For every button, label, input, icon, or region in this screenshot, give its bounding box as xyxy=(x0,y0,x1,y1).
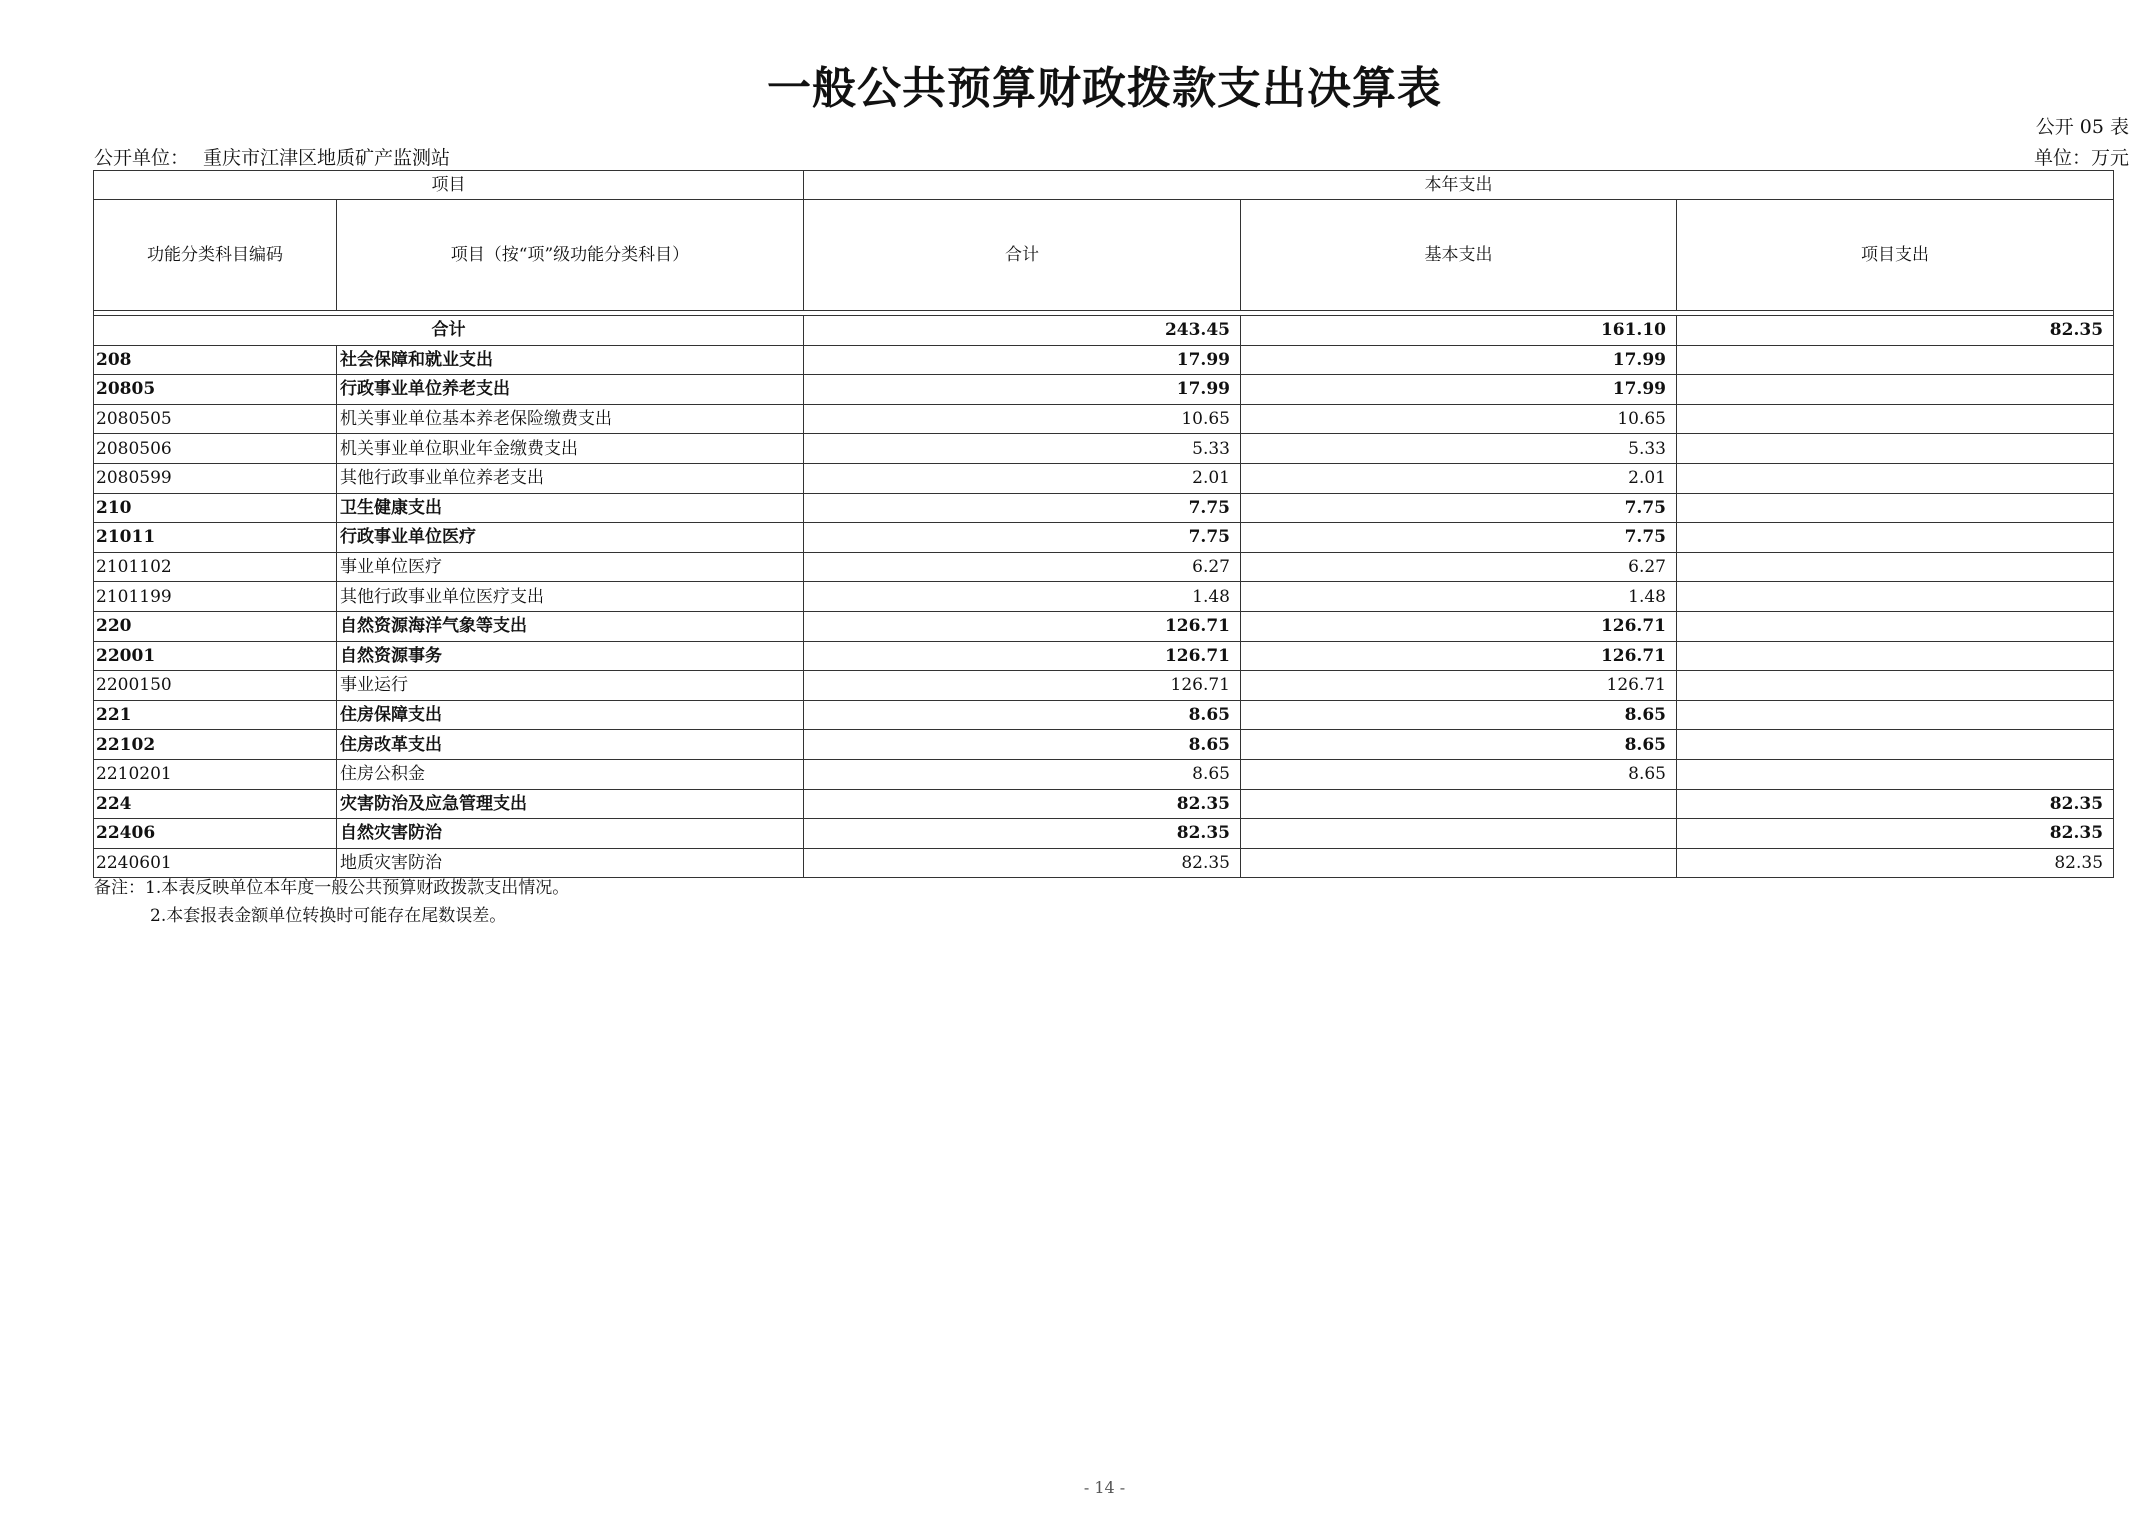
row-basic: 1.48 xyxy=(1241,582,1677,612)
row-name: 地质灾害防治 xyxy=(337,848,804,878)
row-total: 8.65 xyxy=(804,730,1241,760)
row-code: 2200150 xyxy=(94,671,337,701)
currency-unit: 单位：万元 xyxy=(2033,147,2129,169)
note-2: 2.本套报表金额单位转换时可能存在尾数误差。 xyxy=(150,906,507,926)
header-row-columns xyxy=(94,200,2114,311)
row-name: 机关事业单位职业年金缴费支出 xyxy=(337,434,804,464)
table-row xyxy=(94,493,2114,523)
row-name: 其他行政事业单位医疗支出 xyxy=(337,582,804,612)
form-number: 公开 05 表 xyxy=(2035,116,2129,138)
header-name: 项目（按“项”级功能分类科目） xyxy=(337,200,804,311)
row-name: 住房改革支出 xyxy=(337,730,804,760)
table-row xyxy=(94,700,2114,730)
row-basic: 126.71 xyxy=(1241,671,1677,701)
row-basic: 126.71 xyxy=(1241,641,1677,671)
row-code: 221 xyxy=(94,700,337,730)
row-basic: 7.75 xyxy=(1241,523,1677,553)
total-project: 82.35 xyxy=(1677,316,2114,346)
row-project xyxy=(1677,404,2114,434)
row-total: 5.33 xyxy=(804,434,1241,464)
row-name: 行政事业单位养老支出 xyxy=(337,375,804,405)
row-name: 其他行政事业单位养老支出 xyxy=(337,463,804,493)
row-code: 210 xyxy=(94,493,337,523)
row-code: 2240601 xyxy=(94,848,337,878)
row-name: 事业单位医疗 xyxy=(337,552,804,582)
row-total: 17.99 xyxy=(804,375,1241,405)
row-project xyxy=(1677,463,2114,493)
row-basic: 17.99 xyxy=(1241,345,1677,375)
table-row xyxy=(94,671,2114,701)
row-total: 126.71 xyxy=(804,611,1241,641)
table-row xyxy=(94,582,2114,612)
note-1: 备注：1.本表反映单位本年度一般公共预算财政拨款支出情况。 xyxy=(94,878,570,898)
reporting-unit-name: 重庆市江津区地质矿产监测站 xyxy=(203,147,451,169)
row-project xyxy=(1677,434,2114,464)
table-row xyxy=(94,611,2114,641)
row-project xyxy=(1677,552,2114,582)
table-body xyxy=(94,316,2114,878)
row-name: 卫生健康支出 xyxy=(337,493,804,523)
row-basic: 17.99 xyxy=(1241,375,1677,405)
row-project xyxy=(1677,759,2114,789)
row-name: 自然资源海洋气象等支出 xyxy=(337,611,804,641)
header-basic: 基本支出 xyxy=(1241,200,1677,311)
row-basic: 2.01 xyxy=(1241,463,1677,493)
row-basic xyxy=(1241,789,1677,819)
reporting-unit-label: 公开单位： xyxy=(94,147,190,169)
row-name: 行政事业单位医疗 xyxy=(337,523,804,553)
row-project xyxy=(1677,375,2114,405)
row-basic: 126.71 xyxy=(1241,611,1677,641)
table-row xyxy=(94,552,2114,582)
row-name: 机关事业单位基本养老保险缴费支出 xyxy=(337,404,804,434)
row-code: 22406 xyxy=(94,819,337,849)
row-basic: 8.65 xyxy=(1241,730,1677,760)
row-project xyxy=(1677,730,2114,760)
table-row xyxy=(94,345,2114,375)
row-project xyxy=(1677,611,2114,641)
row-project: 82.35 xyxy=(1677,819,2114,849)
row-name: 自然灾害防治 xyxy=(337,819,804,849)
row-project: 82.35 xyxy=(1677,848,2114,878)
row-basic: 6.27 xyxy=(1241,552,1677,582)
header-item-group: 项目 xyxy=(94,171,804,200)
header-expense-group: 本年支出 xyxy=(804,171,2114,200)
total-sum: 243.45 xyxy=(804,316,1241,346)
row-basic xyxy=(1241,819,1677,849)
total-basic: 161.10 xyxy=(1241,316,1677,346)
row-total: 82.35 xyxy=(804,789,1241,819)
row-name: 社会保障和就业支出 xyxy=(337,345,804,375)
row-total: 1.48 xyxy=(804,582,1241,612)
table-row xyxy=(94,641,2114,671)
total-label: 合计 xyxy=(94,316,804,346)
header-total: 合计 xyxy=(804,200,1241,311)
row-code: 2101102 xyxy=(94,552,337,582)
row-total: 10.65 xyxy=(804,404,1241,434)
row-total: 2.01 xyxy=(804,463,1241,493)
row-code: 2210201 xyxy=(94,759,337,789)
table-row xyxy=(94,819,2114,849)
row-total: 7.75 xyxy=(804,493,1241,523)
row-code: 2080506 xyxy=(94,434,337,464)
row-code: 220 xyxy=(94,611,337,641)
row-name: 住房公积金 xyxy=(337,759,804,789)
row-project xyxy=(1677,641,2114,671)
row-total: 17.99 xyxy=(804,345,1241,375)
row-project xyxy=(1677,345,2114,375)
row-total: 7.75 xyxy=(804,523,1241,553)
row-project xyxy=(1677,582,2114,612)
row-basic: 8.65 xyxy=(1241,700,1677,730)
table-row xyxy=(94,759,2114,789)
table-row xyxy=(94,404,2114,434)
total-row xyxy=(94,316,2114,346)
row-total: 8.65 xyxy=(804,700,1241,730)
table-row xyxy=(94,434,2114,464)
row-code: 22001 xyxy=(94,641,337,671)
row-code: 2101199 xyxy=(94,582,337,612)
row-code: 20805 xyxy=(94,375,337,405)
row-project: 82.35 xyxy=(1677,789,2114,819)
row-total: 82.35 xyxy=(804,819,1241,849)
expenditure-table xyxy=(93,170,2114,878)
row-code: 22102 xyxy=(94,730,337,760)
row-code: 2080599 xyxy=(94,463,337,493)
row-name: 自然资源事务 xyxy=(337,641,804,671)
row-total: 126.71 xyxy=(804,641,1241,671)
row-basic: 7.75 xyxy=(1241,493,1677,523)
row-code: 208 xyxy=(94,345,337,375)
row-code: 2080505 xyxy=(94,404,337,434)
row-code: 21011 xyxy=(94,523,337,553)
row-code: 224 xyxy=(94,789,337,819)
row-basic xyxy=(1241,848,1677,878)
table-row xyxy=(94,789,2114,819)
header-row-groups xyxy=(94,171,2114,200)
reporting-unit xyxy=(94,143,450,170)
table-row xyxy=(94,730,2114,760)
row-project xyxy=(1677,523,2114,553)
row-total: 82.35 xyxy=(804,848,1241,878)
document-title: 一般公共预算财政拨款支出决算表 xyxy=(767,63,1442,114)
row-basic: 8.65 xyxy=(1241,759,1677,789)
row-total: 8.65 xyxy=(804,759,1241,789)
row-basic: 10.65 xyxy=(1241,404,1677,434)
row-basic: 5.33 xyxy=(1241,434,1677,464)
header-code: 功能分类科目编码 xyxy=(94,200,337,311)
table-row xyxy=(94,375,2114,405)
row-project xyxy=(1677,493,2114,523)
table-row xyxy=(94,523,2114,553)
table-row xyxy=(94,463,2114,493)
row-name: 事业运行 xyxy=(337,671,804,701)
page-number: - 14 - xyxy=(1083,1478,1126,1497)
row-total: 6.27 xyxy=(804,552,1241,582)
row-project xyxy=(1677,671,2114,701)
notes xyxy=(94,874,569,930)
row-name: 住房保障支出 xyxy=(337,700,804,730)
row-total: 126.71 xyxy=(804,671,1241,701)
header-project: 项目支出 xyxy=(1677,200,2114,311)
row-name: 灾害防治及应急管理支出 xyxy=(337,789,804,819)
row-project xyxy=(1677,700,2114,730)
